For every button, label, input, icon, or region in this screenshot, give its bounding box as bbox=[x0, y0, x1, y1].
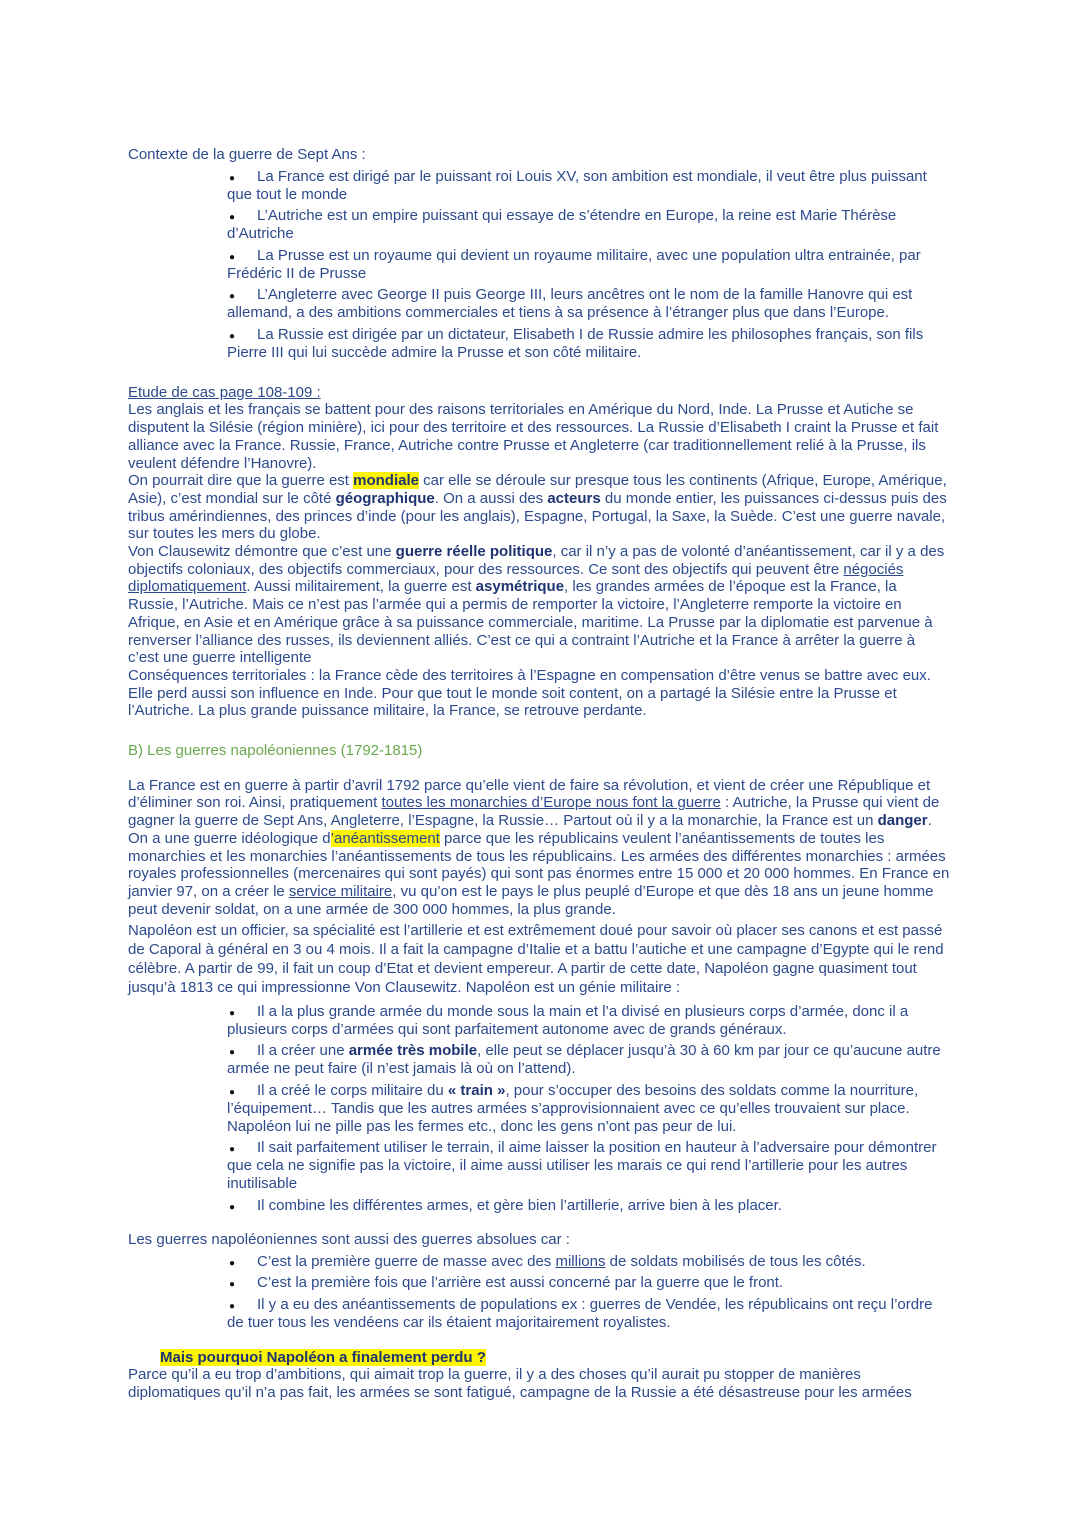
bullet-icon bbox=[229, 1082, 239, 1100]
underlined-phrase: toutes les monarchies d’Europe nous font la guerre bbox=[381, 794, 721, 812]
napoleon-item bbox=[227, 1139, 950, 1193]
bullet-icon bbox=[229, 1274, 239, 1292]
napoleon-item bbox=[227, 1082, 950, 1136]
bold-keyword: géographique bbox=[335, 489, 435, 507]
napoleon-item-text: Il a la plus grande armée du monde sous la main et l’a divisé en plusieurs corps d’armée, donc il a plusieurs corps d’armées qui sont parfaitement autonome avec de grands généraux. bbox=[227, 1002, 909, 1038]
underlined-phrase: service militaire bbox=[288, 882, 393, 900]
text-run: Von Clausewitz démontre que c’est une bbox=[128, 543, 396, 561]
context-item bbox=[227, 286, 950, 322]
defeat-question-text: Mais pourquoi Napoléon a finalement perdu ? bbox=[160, 1348, 486, 1366]
text-run: , pour s’occuper des besoins des soldats comme la nourriture, l’équipement… Tandis que les autres armées s’approvisionnaient avec ce qu’elles trouvaient sur place. Napoléon lui ne pille pas les fermes etc., donc les gens n’ont pas peur de lui. bbox=[227, 1081, 919, 1135]
context-item-text: La France est dirigé par le puissant roi Louis XV, son ambition est mondiale, il veut être plus puissant que tout le monde bbox=[227, 167, 927, 203]
context-title: Contexte de la guerre de Sept Ans : bbox=[128, 146, 366, 163]
context-item bbox=[227, 207, 950, 243]
text-run: . Aussi militairement, la guerre est bbox=[246, 578, 476, 596]
napoleon-paragraph-2: Napoléon est un officier, sa spécialité est l’artillerie et est extrêmement doué pour savoir où placer ses canons et est passé de Caporal à général en 3 ou 4 mois. Il a fait la campagne d’Italie et a battu l’autiche et une campagne d’Egypte qui le rend célèbre. A partir de 99, il fait un coup d’Etat et devient empereur. A partir de cette date, Napoléon gagne quasiment tout jusqu’à 1813 ce qui impressionne Von Clausewitz. Napoléon est un génie militaire : bbox=[128, 921, 944, 996]
bold-keyword: asymétrique bbox=[475, 578, 565, 596]
napoleon-item bbox=[227, 1042, 950, 1078]
napoleon-item-text: Il combine les différentes armes, et gère bien l’artillerie, arrive bien à les placer. bbox=[257, 1196, 782, 1214]
text-run: . On a une guerre idéologique d bbox=[128, 812, 932, 847]
text-run: On pourrait dire que la guerre est bbox=[128, 472, 354, 490]
absolute-wars-title: Les guerres napoléoniennes sont aussi des guerres absolues car : bbox=[128, 1230, 570, 1248]
context-item bbox=[227, 326, 950, 362]
bullet-icon bbox=[229, 1197, 239, 1215]
section-heading-napoleonic-wars: B) Les guerres napoléoniennes (1792-1815) bbox=[128, 742, 423, 760]
bullet-icon bbox=[229, 286, 239, 304]
bold-keyword: acteurs bbox=[547, 489, 601, 507]
text-run: : Autriche, la Prusse qui vient de gagner la guerre de Sept Ans, Angleterre, l’Espagne, la Russie… Partout où il y a la monarchie, la France est un bbox=[128, 794, 940, 830]
absolute-wars-item-text: C’est la première fois que l’arrière est aussi concerné par la guerre que le front. bbox=[257, 1274, 784, 1292]
case-study-title bbox=[128, 384, 950, 402]
underlined-phrase: millions bbox=[555, 1252, 606, 1270]
context-item bbox=[227, 168, 950, 204]
bullet-icon bbox=[229, 1042, 239, 1060]
napoleon-paragraph-1 bbox=[128, 777, 950, 919]
text-run: Il a créé le corps militaire du bbox=[257, 1081, 448, 1099]
napoleon-genius-list bbox=[227, 1003, 950, 1215]
case-study-paragraph-1: Les anglais et les français se battent pour des raisons territoriales en Amérique du Nord, Inde. La Prusse et Autiche se disputent la Silésie (région minière), ici pour des territoire et des ressources. La Russie d’Elisabeth I craint la Prusse et fait alliance avec la France. Russie, France, Autriche contre Prusse et Angleterre (car traditionnellement relié à la Prusse, ils veulent défendre l’Hanovre). bbox=[128, 401, 939, 472]
context-list bbox=[227, 168, 950, 362]
absolute-wars-item-text: Il y a eu des anéantissements de populations ex : guerres de Vendée, les républicains ont reçu l’ordre de tuer tous les vendéens car ils étaient majoritairement royalistes. bbox=[227, 1295, 933, 1331]
case-study-paragraph-4: Conséquences territoriales : la France cède des territoires à l’Espagne en compensation d’être venus se battre avec eux. Elle perd aussi son influence en Inde. Pour que tout le monde soit content, on a partagé la Silésie entre la Prusse et l’Autriche. La plus grande puissance militaire, la France, se retrouve perdante. bbox=[128, 666, 931, 720]
text-run: La France est en guerre à partir d’avril 1792 parce qu’elle vient de faire sa révolution, et vient de créer une République et d’éliminer son roi. Ainsi, pratiquement bbox=[128, 776, 931, 812]
context-item-text: La Prusse est un royaume qui devient un royaume militaire, avec une population ultra entrainée, par Frédéric II de Prusse bbox=[227, 246, 921, 282]
absolute-wars-item bbox=[227, 1296, 950, 1332]
bullet-icon bbox=[229, 168, 239, 186]
text-run: , vu qu’on est le pays le plus peuplé d’Europe et que dès 18 ans un jeune homme peut devenir soldat, on a une armée de 300 000 hommes, la plus grande. bbox=[128, 882, 934, 918]
context-item bbox=[227, 247, 950, 283]
context-item-text: La Russie est dirigée par un dictateur, Elisabeth I de Russie admire les philosophes français, son fils Pierre III qui lui succède admire la Prusse et son côté militaire. bbox=[227, 325, 924, 361]
bold-keyword: armée très mobile bbox=[348, 1042, 478, 1060]
text-run: , les grandes armées de l’époque est la France, la Russie, l’Autriche. Mais ce n’est pas l’armée qui a permis de remporter la victoire, l’Angleterre remporte la victoire en Afrique, en Asie et en Amérique grâce à sa puissance commerciale, maritime. La Prusse par la diplomatie est parvenue à renverser l’alliance des russes, ils deviennent alliés. C’est ce qui a contraint l’Autriche et la France à arrêter la guerre à c’est une guerre intelligente bbox=[128, 578, 933, 667]
napoleon-item bbox=[227, 1197, 950, 1215]
underlined-phrase: négociés diplomatiquement bbox=[128, 560, 904, 596]
highlighted-keyword: mondiale bbox=[353, 472, 419, 490]
absolute-wars-list bbox=[227, 1253, 950, 1332]
bold-keyword: « train » bbox=[447, 1081, 506, 1099]
bold-keyword: danger bbox=[877, 812, 928, 830]
text-run: de soldats mobilisés de tous les côtés. bbox=[605, 1252, 866, 1270]
bullet-icon bbox=[229, 207, 239, 225]
bold-keyword: guerre réelle politique bbox=[395, 543, 553, 561]
case-study-paragraph-2 bbox=[128, 472, 950, 543]
bullet-icon bbox=[229, 1296, 239, 1314]
case-study-title-text: Etude de cas page 108-109 : bbox=[128, 383, 321, 401]
text-run: . On a aussi des bbox=[434, 489, 548, 507]
absolute-wars-item bbox=[227, 1253, 950, 1271]
text-run: , car il n’y a pas de volonté d’anéantissement, car il y a des objectifs coloniaux, des objectifs commerciaux, pour des ressources. Ce sont des objectifs qui peuvent être bbox=[128, 543, 945, 578]
bullet-icon bbox=[229, 1003, 239, 1021]
context-item-text: L’Angleterre avec George II puis George III, leurs ancêtres ont le nom de la famille Hanovre qui est allemand, a des ambitions commerciales et tiens à sa présence à l’étranger plus que dans l’Europe. bbox=[227, 286, 913, 322]
text-run: , elle peut se déplacer jusqu’à 30 à 60 km par jour ce qu’aucune autre armée ne peut faire (il n’est jamais là où on l’attend). bbox=[227, 1042, 941, 1078]
case-study-paragraph-3 bbox=[128, 543, 950, 667]
text-run: Il a créer une bbox=[257, 1042, 349, 1060]
napoleon-item-text: Il sait parfaitement utiliser le terrain, il aime laisser la position en hauteur à l’adversaire pour démontrer que cela ne signifie pas la victoire, il aime aussi utiliser les marais ce qui rend l’artillerie pour les autres inutilisable bbox=[227, 1139, 937, 1193]
case-study-section bbox=[128, 384, 950, 720]
bullet-icon bbox=[229, 247, 239, 265]
absolute-wars-item bbox=[227, 1274, 950, 1292]
text-run: du monde entier, les puissances ci-dessus puis des tribus amérindiennes, des princes d’inde (pour les anglais), Espagne, Portugal, la Saxe, la Suède. C’est une guerre navale, sur toutes les mers du globe. bbox=[128, 489, 947, 543]
bullet-icon bbox=[229, 1139, 239, 1157]
bullet-icon bbox=[229, 326, 239, 344]
text-run: C’est la première guerre de masse avec des bbox=[257, 1252, 556, 1270]
context-item-text: L’Autriche est un empire puissant qui essaye de s’étendre en Europe, la reine est Marie Thérèse d’Autriche bbox=[227, 207, 897, 243]
text-run: car elle se déroule sur presque tous les continents (Afrique, Europe, Amérique, Asie), c’est mondial sur le côté bbox=[128, 472, 947, 507]
bullet-icon bbox=[229, 1253, 239, 1271]
defeat-answer: Parce qu’il a eu trop d’ambitions, qui aimait trop la guerre, il y a des choses qu’il aurait pu stopper de manières diplomatiques qu’il n’a pas fait, les armées se sont fatigué, campagne de la Russie a été désastreuse pour les armées bbox=[128, 1366, 912, 1401]
highlighted-keyword: ’anéantissement bbox=[330, 829, 440, 847]
defeat-question bbox=[128, 1349, 950, 1367]
text-run: parce que les républicains veulent l’anéantissements de toutes les monarchies et les monarchies l’anéantissements de tous les républicains. Les armées des différentes monarchies : armées royales professionnelles (mercenaires qui sont payés) qui sont pas énormes entre 15 000 et 20 000 hommes. En France en janvier 97, on a créer le bbox=[128, 829, 950, 900]
napoleon-item bbox=[227, 1003, 950, 1039]
